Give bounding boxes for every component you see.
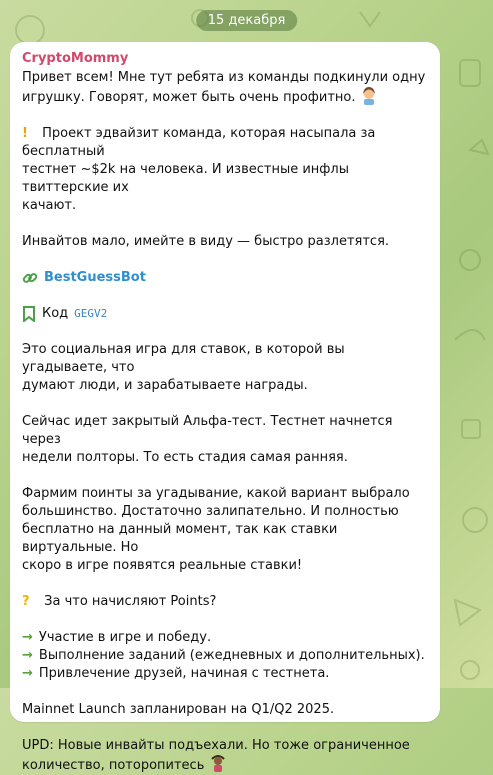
text-line-with-emoji bbox=[22, 755, 428, 775]
mainnet-line: Mainnet Launch запланирован на Q1/Q2 2025. bbox=[22, 702, 335, 717]
text-line: Привет всем! Мне тут ребята из команды подкинули одну bbox=[22, 70, 426, 85]
text-line: думают люди, и зарабатываете награды. bbox=[22, 378, 308, 393]
invite-code-row bbox=[22, 305, 428, 323]
message-paragraph-6 bbox=[22, 485, 428, 575]
list-item-text: Привлечение друзей, начиная с тестнета. bbox=[38, 666, 330, 681]
text-line: недели полторы. То есть стадия самая ранняя. bbox=[22, 450, 348, 465]
text-line: Проект эдвайзит команда, которая насыпала за бесплатный bbox=[22, 126, 376, 159]
text-line: скоро в игре появятся реальные ставки! bbox=[22, 558, 303, 573]
message-paragraph-4 bbox=[22, 341, 428, 395]
invite-code[interactable]: GEGV2 bbox=[74, 307, 108, 320]
text-line: Сейчас идет закрытый Альфа-тест. Тестнет начнется через bbox=[22, 414, 393, 447]
sender-name[interactable]: CryptoMommy bbox=[22, 51, 129, 66]
list-item-text: Участие в игре и победу. bbox=[38, 630, 212, 645]
question-line bbox=[22, 593, 428, 611]
text-line: Фармим поинты за угадывание, какой вариант выбрало bbox=[22, 486, 410, 501]
woman-emoji-icon bbox=[360, 87, 378, 105]
exclamation-icon: ! bbox=[22, 126, 28, 141]
person-emoji-icon bbox=[209, 755, 227, 773]
text-line: качают. bbox=[22, 198, 77, 213]
list-item bbox=[22, 665, 428, 683]
text-line: бесплатно на данный момент, так как ставки виртуальные. Но bbox=[22, 522, 338, 555]
update-paragraph bbox=[22, 737, 428, 775]
text-line: количество, поторопитесь bbox=[22, 758, 205, 773]
message-paragraph-2 bbox=[22, 125, 428, 215]
question-text: За что начисляют Points? bbox=[44, 594, 217, 609]
message-paragraph-3: Инвайтов мало, имейте в виду — быстро разлетятся. bbox=[22, 234, 390, 249]
text-line: UPD: Новые инвайты подъехали. Но тоже ограниченное bbox=[22, 738, 410, 753]
code-label: Код bbox=[42, 306, 69, 321]
text-line-with-emoji bbox=[22, 87, 428, 107]
list-item-text: Выполнение заданий (ежедневных и дополнительных). bbox=[38, 648, 425, 663]
text-line: большинство. Достаточно залипательно. И полностью bbox=[22, 504, 399, 519]
arrow-right-icon: → bbox=[22, 666, 33, 681]
list-item bbox=[22, 647, 428, 665]
bot-link[interactable]: BestGuessBot bbox=[44, 270, 146, 285]
bullet-list bbox=[22, 629, 428, 683]
date-separator: 15 декабря bbox=[196, 10, 298, 31]
text-line: тестнет ~$2k на человека. И известные инфлы твиттерские их bbox=[22, 162, 349, 195]
bookmark-icon bbox=[22, 306, 36, 322]
message-paragraph-1 bbox=[22, 69, 428, 107]
list-item bbox=[22, 629, 428, 647]
link-icon bbox=[22, 270, 38, 286]
text-line: игрушку. Говорят, может быть очень профитно. bbox=[22, 90, 356, 105]
bot-link-row[interactable] bbox=[22, 269, 428, 287]
text-line: Это социальная игра для ставок, в которой вы угадываете, что bbox=[22, 342, 345, 375]
arrow-right-icon: → bbox=[22, 630, 33, 645]
message-bubble[interactable] bbox=[10, 42, 440, 773]
arrow-right-icon: → bbox=[22, 648, 33, 663]
question-icon: ? bbox=[22, 594, 30, 609]
message-paragraph-5 bbox=[22, 413, 428, 467]
